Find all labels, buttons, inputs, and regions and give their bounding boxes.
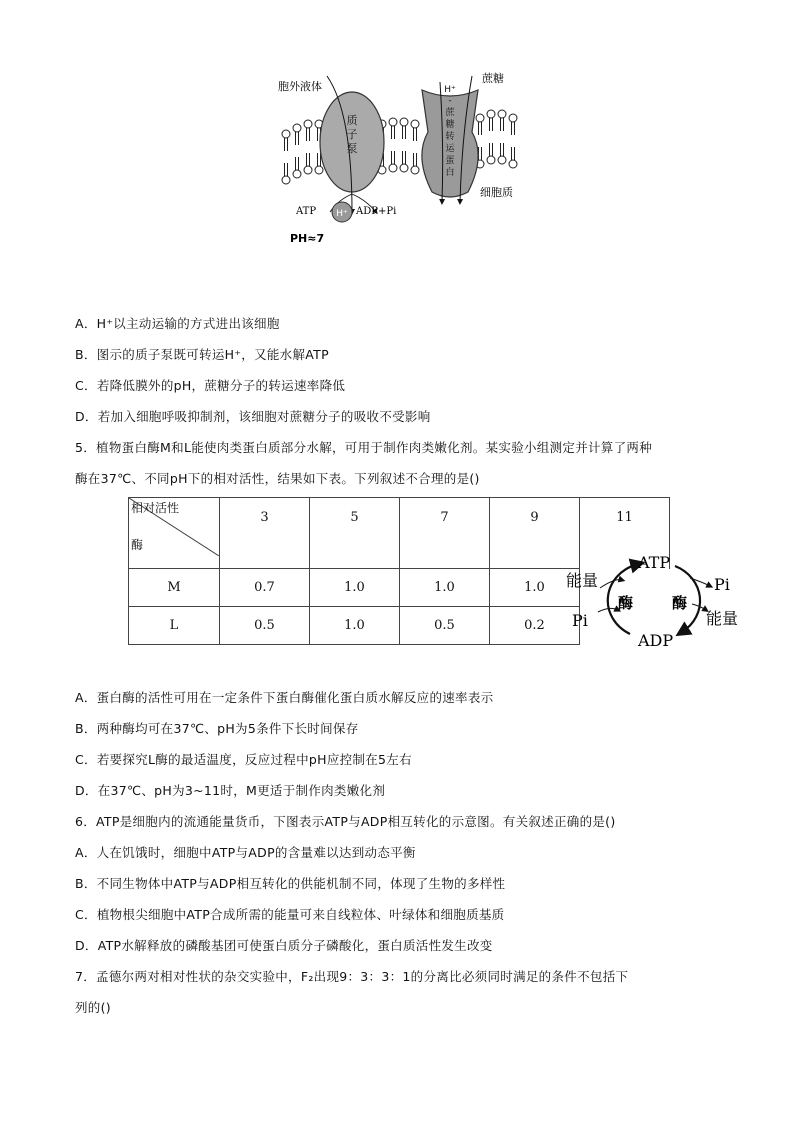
atp-label-membrane: ATP	[296, 206, 317, 217]
atp-label: ATP	[638, 553, 671, 572]
ph-header: 5	[310, 498, 400, 569]
adp-pi-label: ADP+Pi	[356, 206, 397, 217]
activity-value: 0.5	[400, 607, 490, 645]
activity-value: 1.0	[310, 569, 400, 607]
activity-value: 0.7	[220, 569, 310, 607]
corner-top-label: 相对活性	[131, 501, 180, 515]
membrane-diagram	[272, 62, 532, 252]
activity-value: 1.0	[490, 569, 580, 607]
q4-option-c: C．若降低膜外的pH，蔗糖分子的转运速率降低	[75, 378, 346, 393]
q4-option-d: D．若加入细胞呼吸抑制剂，该细胞对蔗糖分子的吸收不受影响	[75, 409, 431, 424]
q6-stem: 6．ATP是细胞内的流通能量货币，下图表示ATP与ADP相互转化的示意图。有关叙述正确的是()	[75, 814, 616, 829]
pi-in-label: Pi	[572, 611, 588, 630]
pi-out-label: Pi	[714, 575, 730, 594]
atp-adp-cycle-diagram	[560, 548, 750, 652]
enzyme-name: M	[129, 569, 220, 607]
q6-option-a: A．人在饥饿时，细胞中ATP与ADP的含量难以达到动态平衡	[75, 845, 416, 860]
energy-out-label: 能量	[706, 609, 739, 628]
ph-label: PH≈7	[290, 232, 325, 245]
sucrose-label: 蔗糖	[482, 72, 504, 85]
q7-stem-line1: 7．孟德尔两对相对性状的杂交实验中，F₂出现9：3：3：1的分离比必须同时满足的条件不包括下	[75, 969, 629, 984]
adp-label: ADP	[638, 631, 674, 650]
activity-value: 0.5	[220, 607, 310, 645]
enzyme-right-label: 酶	[672, 594, 688, 612]
pump-label: 质子泵	[346, 114, 358, 155]
energy-in-label: 能量	[566, 571, 599, 590]
q7-stem-line2: 列的()	[75, 1000, 111, 1015]
q5-stem-line2: 酶在37℃、不同pH下的相对活性，结果如下表。下列叙述不合理的是()	[75, 471, 480, 486]
q5-stem-line1: 5．植物蛋白酶M和L能使肉类蛋白质部分水解，可用于制作肉类嫩化剂。某实验小组测定并计算了两种	[75, 440, 653, 455]
corner-cell	[129, 498, 220, 569]
q5-option-a: A．蛋白酶的活性可用在一定条件下蛋白酶催化蛋白质水解反应的速率表示	[75, 690, 494, 705]
q4-option-b: B．图示的质子泵既可转运H⁺，又能水解ATP	[75, 347, 329, 362]
ph-header: 7	[400, 498, 490, 569]
activity-value: 1.0	[310, 607, 400, 645]
h-ion-label: H⁺	[336, 209, 348, 219]
activity-value: 0.2	[490, 607, 580, 645]
corner-bottom-label: 酶	[131, 538, 144, 552]
q5-option-d: D．在37℃、pH为3~11时，M更适于制作肉类嫩化剂	[75, 783, 386, 798]
q5-option-c: C．若要探究L酶的最适温度，反应过程中pH应控制在5左右	[75, 752, 412, 767]
ph-header: 11	[580, 498, 670, 569]
q6-option-c: C．植物根尖细胞中ATP合成所需的能量可来自线粒体、叶绿体和细胞质基质	[75, 907, 505, 922]
q4-option-a: A．H⁺以主动运输的方式进出该细胞	[75, 316, 280, 331]
enzyme-name: L	[129, 607, 220, 645]
cytoplasm-label: 细胞质	[480, 186, 513, 199]
activity-value: 1.0	[400, 569, 490, 607]
enzyme-left-label: 酶	[618, 594, 634, 612]
ph-header: 9	[490, 498, 580, 569]
q6-option-d: D．ATP水解释放的磷酸基团可使蛋白质分子磷酸化，蛋白质活性发生改变	[75, 938, 493, 953]
outside-label: 胞外液体	[278, 80, 322, 93]
q6-option-b: B．不同生物体中ATP与ADP相互转化的供能机制不同，体现了生物的多样性	[75, 876, 506, 891]
q5-option-b: B．两种酶均可在37℃、pH为5条件下长时间保存	[75, 721, 359, 736]
ph-header: 3	[220, 498, 310, 569]
transporter-label: H⁺ -蔗糖转运蛋白	[444, 85, 456, 178]
